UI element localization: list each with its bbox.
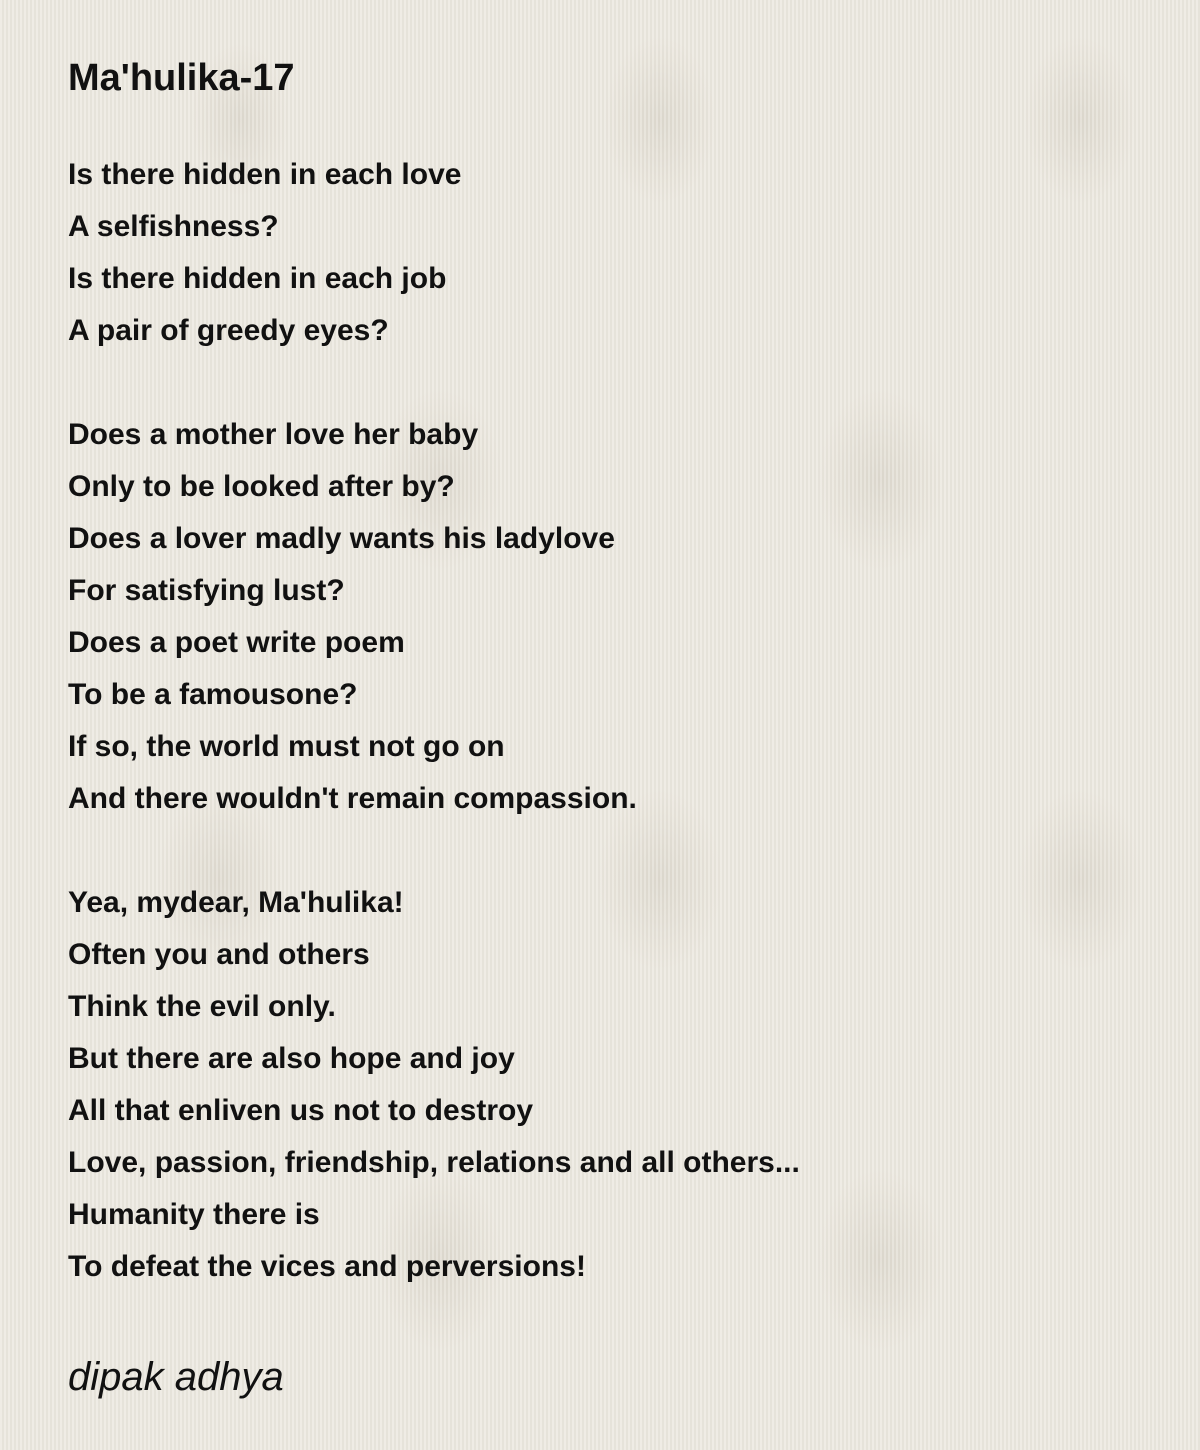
poem-line: Think the evil only.: [68, 990, 336, 1023]
stanza-3: [68, 877, 1148, 1293]
poem-line: Does a poet write poem: [68, 626, 405, 659]
poem-line: Yea, mydear, Ma'hulika!: [68, 886, 404, 919]
poem-line: Love, passion, friendship, relations and all others...: [68, 1146, 800, 1179]
stanza-2: [68, 409, 1148, 825]
poem-line: Often you and others: [68, 938, 370, 971]
poem-line: Humanity there is: [68, 1198, 320, 1231]
poem-line: For satisfying lust?: [68, 574, 345, 607]
poem-line: Only to be looked after by?: [68, 470, 455, 503]
poem-line: All that enliven us not to destroy: [68, 1094, 534, 1127]
poem-line: Is there hidden in each job: [68, 262, 447, 295]
poem-line: But there are also hope and joy: [68, 1042, 515, 1075]
poem-line: A selfishness?: [68, 210, 279, 243]
poem-line: A pair of greedy eyes?: [68, 314, 389, 347]
poem-author: dipak adhya: [68, 1355, 284, 1399]
poem-line: To be a famousone?: [68, 678, 358, 711]
poem-line: Does a mother love her baby: [68, 418, 479, 451]
poem-line: If so, the world must not go on: [68, 730, 505, 763]
poem-line: To defeat the vices and perversions!: [68, 1250, 586, 1283]
poem-page: [68, 52, 1148, 1403]
poem-title: Ma'hulika-17: [68, 57, 295, 99]
poem-line: Is there hidden in each love: [68, 158, 462, 191]
stanza-1: [68, 149, 1148, 357]
poem-body: [68, 149, 1148, 1293]
poem-line: Does a lover madly wants his ladylove: [68, 522, 615, 555]
poem-line: And there wouldn't remain compassion.: [68, 782, 637, 815]
